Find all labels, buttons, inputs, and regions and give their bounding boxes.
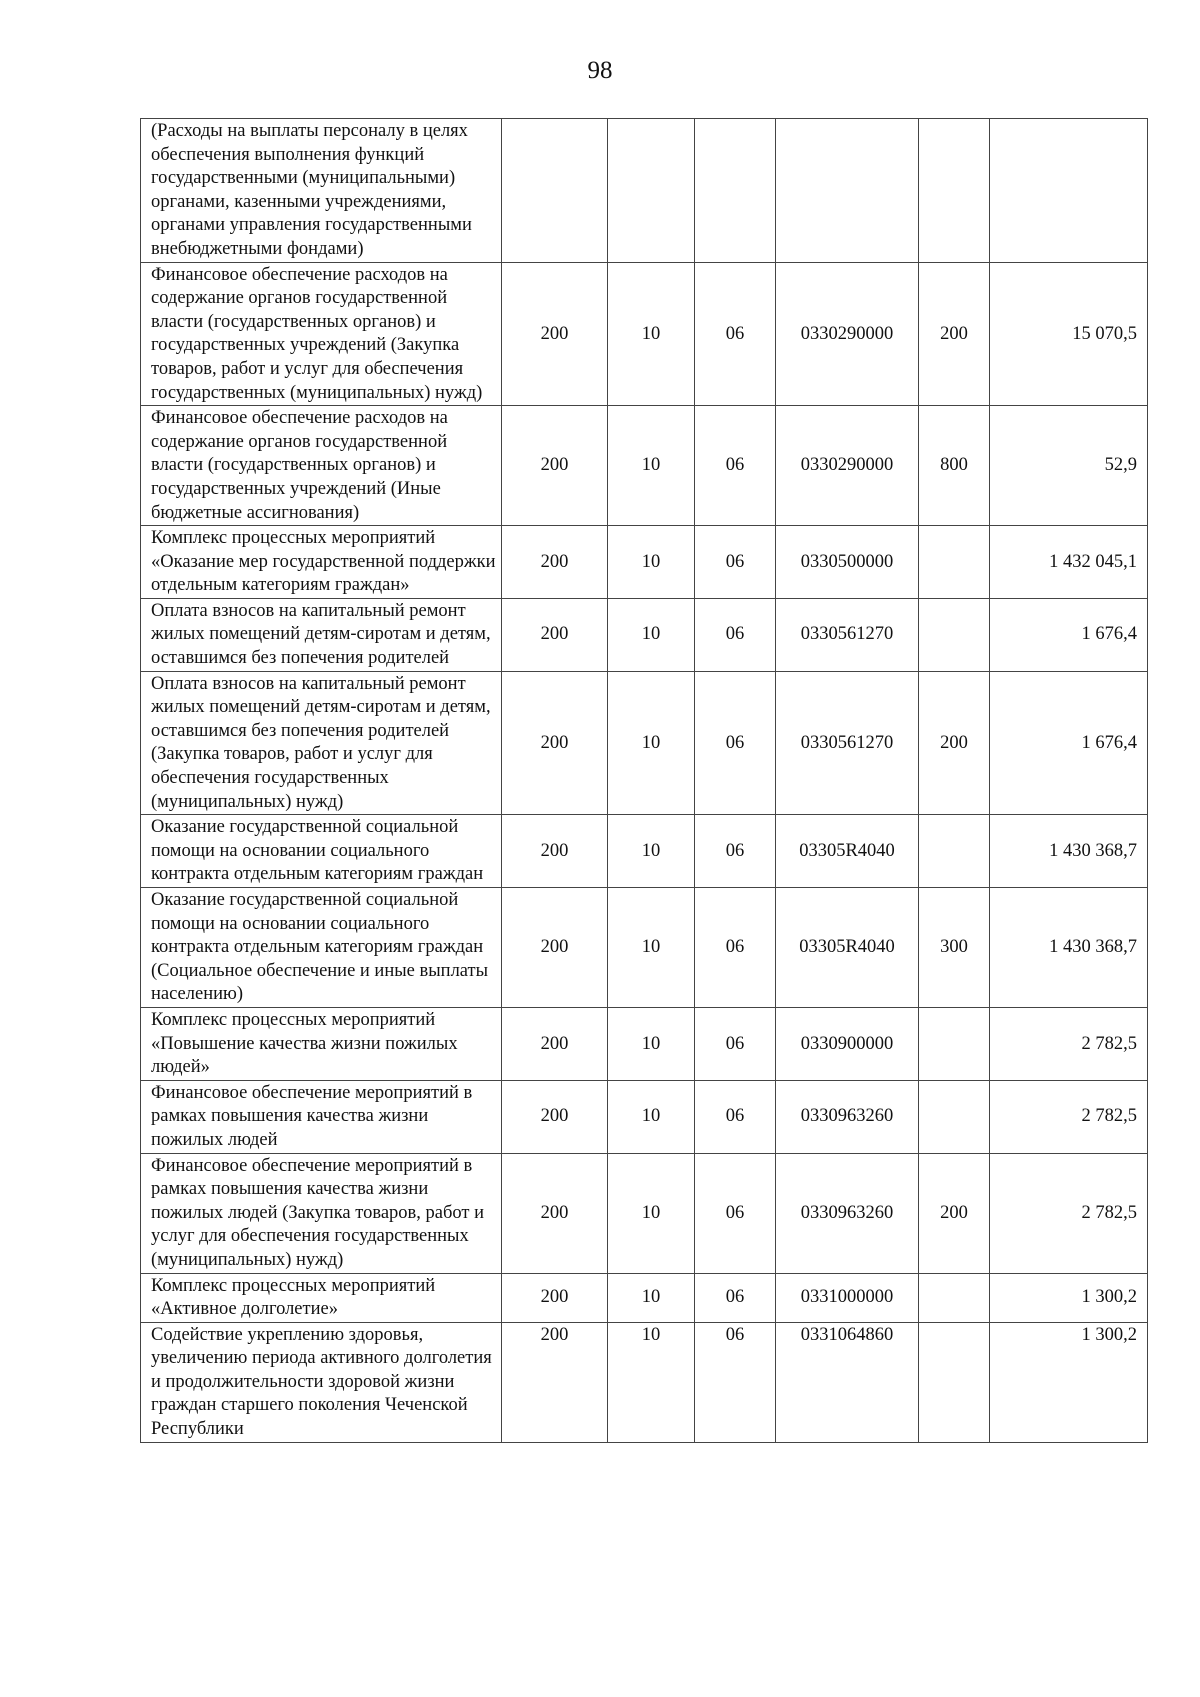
row-ved: 200 — [502, 1153, 608, 1273]
row-name: Финансовое обеспечение мероприятий в рамках повышения качества жизни пожилых людей (Закупка товаров, работ и услуг для обеспечения государственных (муниципальных) нужд) — [141, 1153, 502, 1273]
row-csr: 0330561270 — [776, 671, 919, 815]
row-name: Финансовое обеспечение расходов на содержание органов государственной власти (государственных органов) и государственных учреждений (Закупка товаров, работ и услуг для обеспечения государственных (муниципальных) нужд) — [141, 262, 502, 406]
row-name: Оказание государственной социальной помощи на основании социального контракта отдельным категориям граждан (Социальное обеспечение и иные выплаты населению) — [141, 888, 502, 1008]
row-ved: 200 — [502, 1322, 608, 1442]
row-rz: 10 — [608, 1080, 695, 1153]
row-vr — [919, 1273, 990, 1322]
table-row — [141, 671, 1148, 815]
budget-table-body — [141, 119, 1148, 1443]
row-ved: 200 — [502, 1007, 608, 1080]
row-rz: 10 — [608, 815, 695, 888]
row-csr: 0330290000 — [776, 406, 919, 526]
row-csr: 0331000000 — [776, 1273, 919, 1322]
row-pr: 06 — [695, 1007, 776, 1080]
row-csr: 0331064860 — [776, 1322, 919, 1442]
row-pr — [695, 119, 776, 263]
row-vr: 200 — [919, 1153, 990, 1273]
table-row — [141, 815, 1148, 888]
row-rz: 10 — [608, 598, 695, 671]
table-row — [141, 1273, 1148, 1322]
row-ved: 200 — [502, 815, 608, 888]
budget-table — [140, 118, 1148, 1443]
row-ved: 200 — [502, 1273, 608, 1322]
table-row — [141, 1153, 1148, 1273]
table-row — [141, 262, 1148, 406]
row-name: Комплекс процессных мероприятий «Повышение качества жизни пожилых людей» — [141, 1007, 502, 1080]
row-rz: 10 — [608, 1273, 695, 1322]
row-name: Комплекс процессных мероприятий «Активное долголетие» — [141, 1273, 502, 1322]
row-name: Оплата взносов на капитальный ремонт жилых помещений детям-сиротам и детям, оставшимся без попечения родителей (Закупка товаров, работ и услуг для обеспечения государственных (муниципальных) нужд) — [141, 671, 502, 815]
row-ved: 200 — [502, 526, 608, 599]
row-sum: 2 782,5 — [990, 1080, 1148, 1153]
row-rz: 10 — [608, 262, 695, 406]
row-pr: 06 — [695, 1080, 776, 1153]
row-ved: 200 — [502, 262, 608, 406]
row-sum: 15 070,5 — [990, 262, 1148, 406]
row-pr: 06 — [695, 598, 776, 671]
row-pr: 06 — [695, 526, 776, 599]
table-row — [141, 888, 1148, 1008]
row-vr — [919, 1322, 990, 1442]
table-row — [141, 1322, 1148, 1442]
row-pr: 06 — [695, 262, 776, 406]
row-vr: 300 — [919, 888, 990, 1008]
row-pr: 06 — [695, 815, 776, 888]
row-csr: 0330900000 — [776, 1007, 919, 1080]
row-sum: 1 430 368,7 — [990, 888, 1148, 1008]
row-rz: 10 — [608, 1322, 695, 1442]
row-csr: 0330963260 — [776, 1153, 919, 1273]
row-pr: 06 — [695, 1153, 776, 1273]
row-sum: 1 676,4 — [990, 671, 1148, 815]
row-rz — [608, 119, 695, 263]
row-vr — [919, 1007, 990, 1080]
row-ved — [502, 119, 608, 263]
row-ved: 200 — [502, 1080, 608, 1153]
table-row — [141, 119, 1148, 263]
row-name: Содействие укреплению здоровья, увеличению периода активного долголетия и продолжительности здоровой жизни граждан старшего поколения Чеченской Республики — [141, 1322, 502, 1442]
row-sum: 2 782,5 — [990, 1153, 1148, 1273]
row-sum: 1 430 368,7 — [990, 815, 1148, 888]
row-csr: 0330561270 — [776, 598, 919, 671]
row-vr — [919, 1080, 990, 1153]
row-rz: 10 — [608, 406, 695, 526]
row-rz: 10 — [608, 526, 695, 599]
row-sum — [990, 119, 1148, 263]
row-sum: 2 782,5 — [990, 1007, 1148, 1080]
row-csr: 0330500000 — [776, 526, 919, 599]
row-csr — [776, 119, 919, 263]
page-number: 98 — [587, 57, 613, 84]
row-sum: 1 432 045,1 — [990, 526, 1148, 599]
row-csr: 03305R4040 — [776, 888, 919, 1008]
row-vr: 200 — [919, 671, 990, 815]
row-ved: 200 — [502, 406, 608, 526]
row-name: Оказание государственной социальной помощи на основании социального контракта отдельным категориям граждан — [141, 815, 502, 888]
row-rz: 10 — [608, 1007, 695, 1080]
row-csr: 03305R4040 — [776, 815, 919, 888]
row-vr — [919, 815, 990, 888]
table-row — [141, 526, 1148, 599]
row-rz: 10 — [608, 671, 695, 815]
row-vr — [919, 119, 990, 263]
row-sum: 52,9 — [990, 406, 1148, 526]
table-row — [141, 1007, 1148, 1080]
row-pr: 06 — [695, 1322, 776, 1442]
row-pr: 06 — [695, 888, 776, 1008]
row-vr — [919, 526, 990, 599]
row-vr: 800 — [919, 406, 990, 526]
row-vr: 200 — [919, 262, 990, 406]
row-rz: 10 — [608, 1153, 695, 1273]
row-name: (Расходы на выплаты персоналу в целях обеспечения выполнения функций государственными (муниципальными) органами, казенными учреждениями, органами управления государственными внебюджетными фондами) — [141, 119, 502, 263]
row-ved: 200 — [502, 671, 608, 815]
row-csr: 0330963260 — [776, 1080, 919, 1153]
table-row — [141, 598, 1148, 671]
table-row — [141, 1080, 1148, 1153]
row-name: Комплекс процессных мероприятий «Оказание мер государственной поддержки отдельным категориям граждан» — [141, 526, 502, 599]
row-sum: 1 300,2 — [990, 1273, 1148, 1322]
row-pr: 06 — [695, 406, 776, 526]
row-ved: 200 — [502, 888, 608, 1008]
row-pr: 06 — [695, 1273, 776, 1322]
row-sum: 1 676,4 — [990, 598, 1148, 671]
row-name: Финансовое обеспечение расходов на содержание органов государственной власти (государственных органов) и государственных учреждений (Иные бюджетные ассигнования) — [141, 406, 502, 526]
row-name: Оплата взносов на капитальный ремонт жилых помещений детям-сиротам и детям, оставшимся без попечения родителей — [141, 598, 502, 671]
row-rz: 10 — [608, 888, 695, 1008]
table-row — [141, 406, 1148, 526]
row-vr — [919, 598, 990, 671]
row-ved: 200 — [502, 598, 608, 671]
row-name: Финансовое обеспечение мероприятий в рамках повышения качества жизни пожилых людей — [141, 1080, 502, 1153]
row-pr: 06 — [695, 671, 776, 815]
row-csr: 0330290000 — [776, 262, 919, 406]
row-sum: 1 300,2 — [990, 1322, 1148, 1442]
